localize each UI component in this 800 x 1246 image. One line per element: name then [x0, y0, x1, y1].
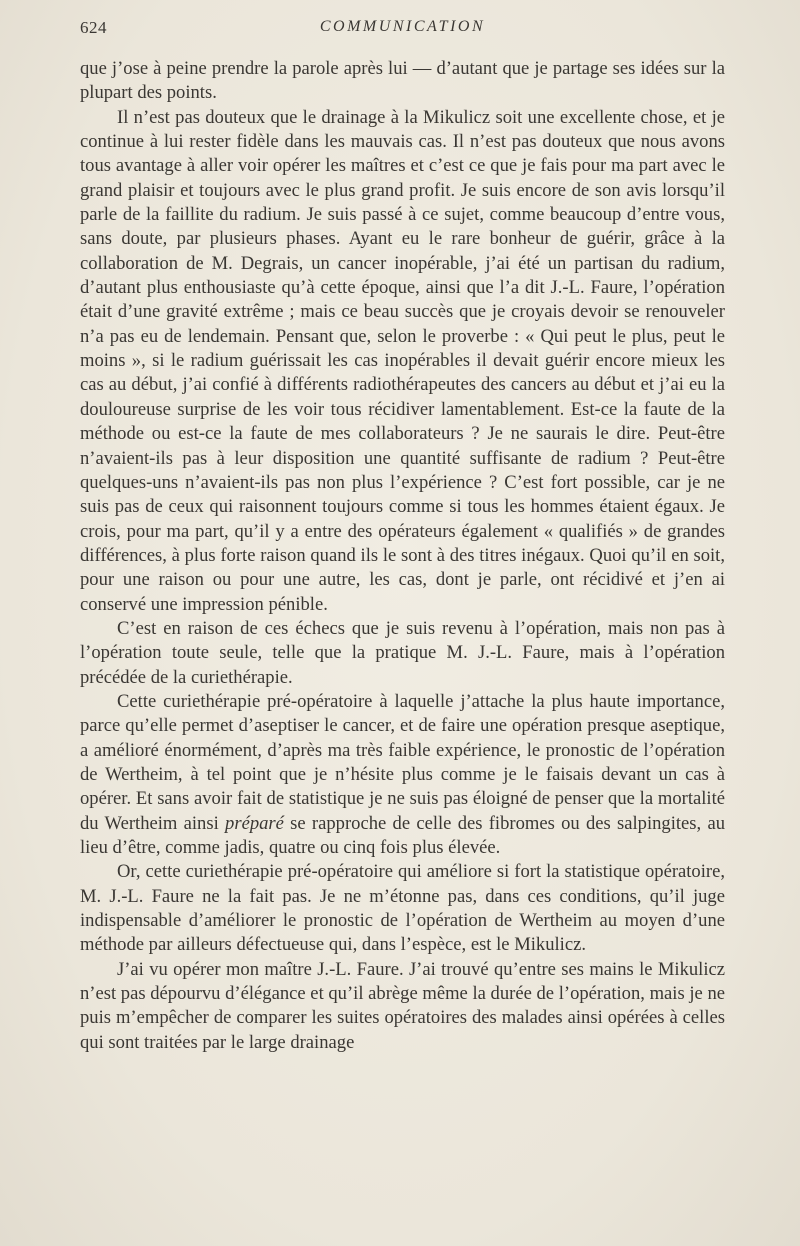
paragraph: [80, 106, 725, 617]
page-header: [80, 18, 725, 42]
page-number: 624: [80, 18, 107, 37]
text-run: se rapproche de celle des fibromes ou des salpingites, au lieu d’être, comme jadis, quatre ou cinq fois plus élevée.: [80, 812, 726, 858]
text-run: Il n’est pas douteux que le drainage à la Mikulicz soit une excellente chose, et je continue à lui rester fidèle dans les mauvais cas. Il n’est pas douteux que nous avons tous avantage à aller voir opérer les maîtres et c’est ce que je fais pour ma part avec le grand plaisir et toujours avec le plus grand profit. Je suis encore de son avis lorsqu’il parle de la faillite du radium. Je suis passé à ce sujet, comme beaucoup d’entre vous, sans doute, par plusieurs phases. Ayant eu le rare bonheur de guérir, grâce à la collaboration de M. Degrais, un cancer inopérable, j’ai été un partisan du radium, d’autant plus enthousiaste qu’à cette époque, ainsi que l’a dit J.-L. Faure, l’opération était d’une gravité extrême ; mais ce beau succès que je croyais devoir se renouveler n’a pas eu de lendemain. Pensant que, selon le proverbe : « Qui peut le plus, peut le moins », si le radium guérissait les cas inopérables il devait guérir encore mieux les cas au début, j’ai confié à différents radiothérapeutes des cancers au début et j’ai eu la douloureuse surprise de les voir tous récidiver lamentablement. Est-ce la faute de la méthode ou est-ce la faute de mes collaborateurs ? Je ne saurais le dire. Peut-être n’avaient-ils pas à leur disposition une quantité suffisante de radium ? Peut-être quelques-uns n’avaient-ils pas non plus l’expérience ? C’est fort possible, car je ne suis pas de ceux qui raisonnent toujours comme si tous les hommes étaient égaux. Je crois, pour ma part, qu’il y a entre des opérateurs également « qualifiés » de grandes différences, à plus forte raison quand ils le sont à des titres inégaux. Quoi qu’il en soit, pour une raison ou pour une autre, les cas, dont je parle, ont récidivé et j’en ai conservé une impression pénible.: [80, 106, 725, 615]
italic-text: préparé: [225, 812, 284, 834]
text-run: C’est en raison de ces échecs que je suis revenu à l’opération, mais non pas à l’opération toute seule, telle que la pratique M. J.-L. Faure, mais à l’opération précédée de la curiethérapie.: [80, 617, 725, 688]
text-run: Cette curiethérapie pré-opératoire à laquelle j’attache la plus haute importance, parce qu’elle permet d’aseptiser le cancer, et de faire une opération presque aseptique, a amélioré énormément, d’après ma très faible expérience, le pronostic de l’opération de Wertheim, à tel point que je n’hésite plus comme je le faisais devant un cas à opérer. Et sans avoir fait de statistique je ne suis pas éloigné de penser que la mortalité du Wertheim ainsi: [80, 690, 725, 834]
paragraph: [80, 860, 725, 957]
paragraph: [80, 958, 725, 1055]
text-run: J’ai vu opérer mon maître J.-L. Faure. J’ai trouvé qu’entre ses mains le Mikulicz n’est pas dépourvu d’élégance et qu’il abrège même la durée de l’opération, mais je ne puis m’empêcher de comparer les suites opératoires des malades ainsi opérées à celles qui sont traitées par le large drainage: [80, 958, 725, 1053]
paragraph: [80, 617, 725, 690]
text-run: que j’ose à peine prendre la parole après lui — d’autant que je partage ses idées sur la plupart des points.: [80, 58, 725, 104]
text-run: Or, cette curiethérapie pré-opératoire qui améliore si fort la statistique opératoire, M. J.-L. Faure ne la fait pas. Je ne m’étonne pas, dans ces conditions, qu’il juge indispensable d’améliorer le pronostic de l’opération de Wertheim au moyen d’une méthode par ailleurs défectueuse qui, dans l’espèce, est le Mikulicz.: [80, 861, 725, 956]
running-title: COMMUNICATION: [319, 18, 486, 35]
paragraph: [80, 690, 725, 860]
body-text: [80, 57, 725, 1055]
paragraph: [80, 57, 725, 106]
